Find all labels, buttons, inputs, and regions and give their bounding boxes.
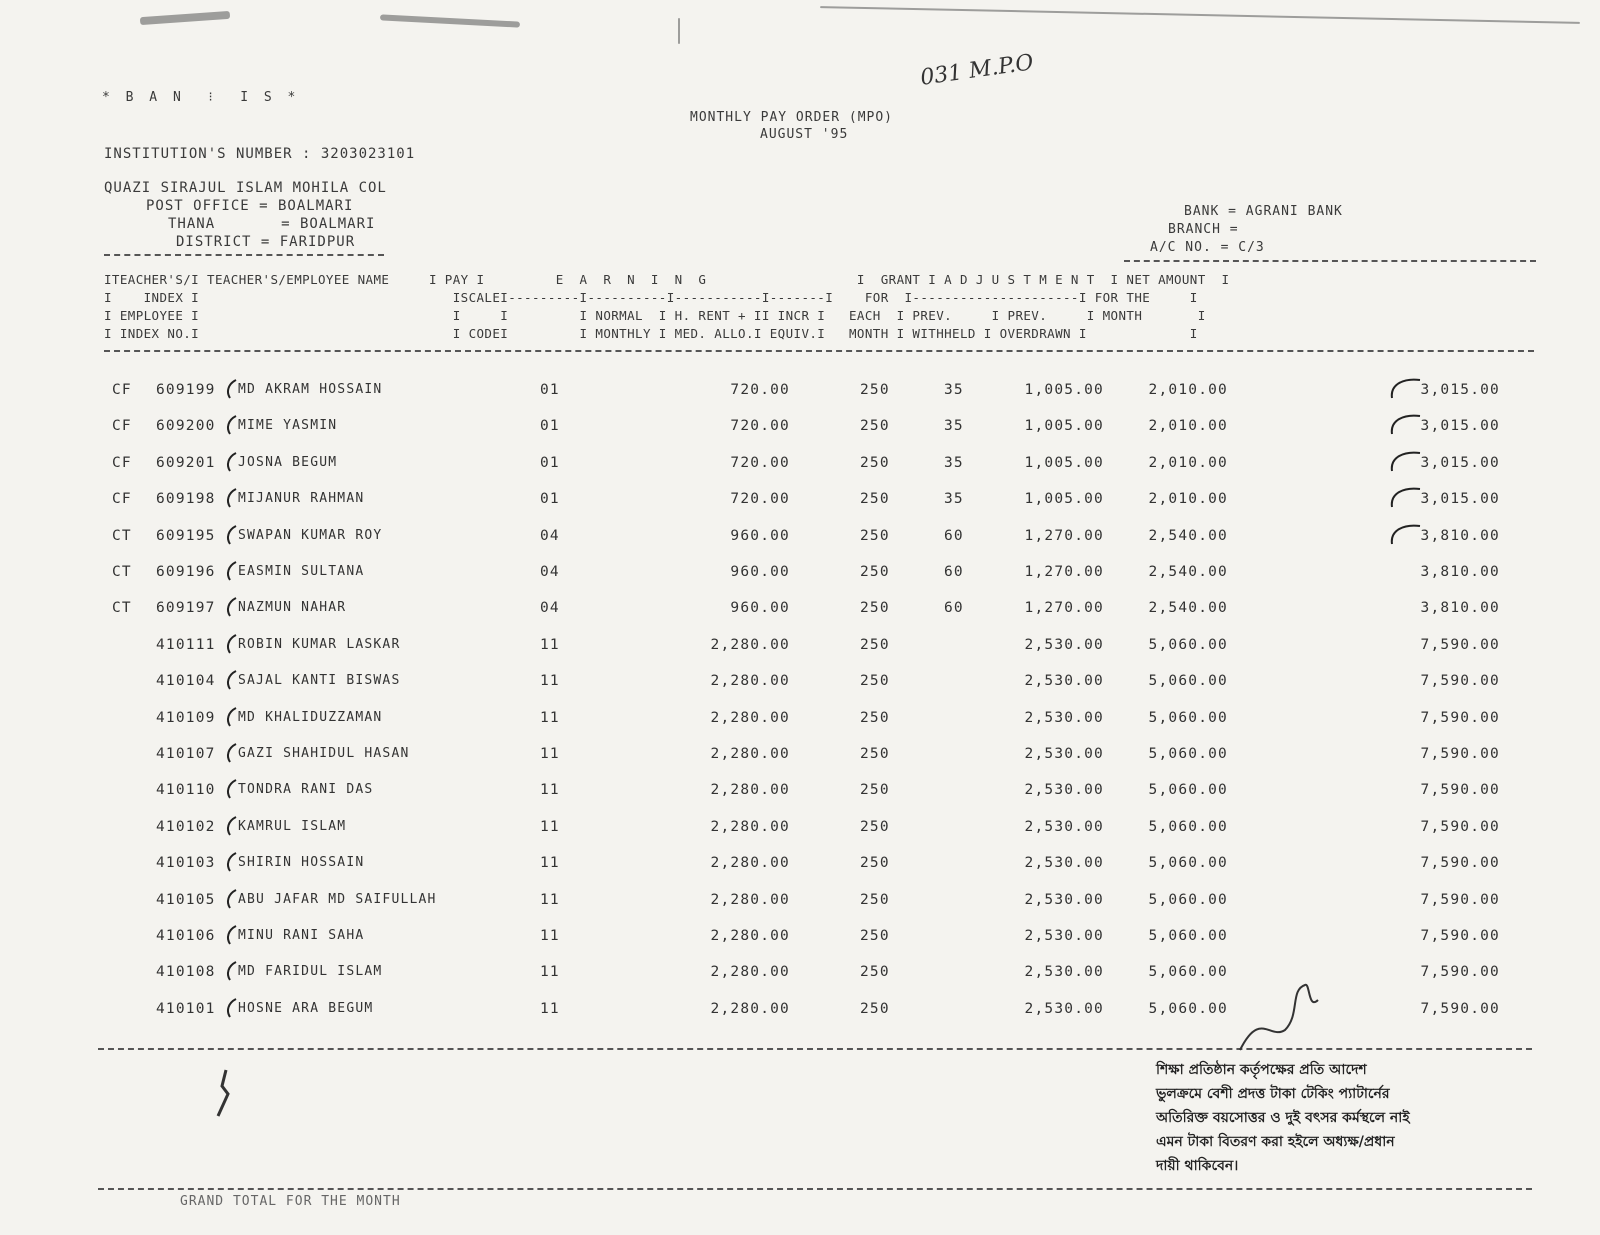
index-cell: 410104	[156, 673, 216, 689]
house-rent-cell: 250	[860, 673, 890, 689]
grant-cell: 2,530.00	[1024, 928, 1104, 944]
column-header-divider	[104, 350, 1534, 352]
index-cell: 609196	[156, 564, 216, 580]
banbeis-label: * B A N ⁝ I S *	[102, 90, 300, 105]
pay-code-cell: 11	[540, 964, 560, 980]
check-mark-icon	[222, 596, 238, 618]
prev-withheld-cell: 5,060.00	[1148, 782, 1228, 798]
net-amount-cell: 7,590.00	[1420, 1001, 1500, 1017]
grant-cell: 1,270.00	[1024, 564, 1104, 580]
normal-monthly-cell: 960.00	[730, 528, 790, 544]
index-cell: 410109	[156, 710, 216, 726]
pay-code-cell: 11	[540, 746, 560, 762]
pay-code-cell: 01	[540, 455, 560, 471]
employee-name-cell: GAZI SHAHIDUL HASAN	[238, 746, 410, 761]
employee-name-cell: SAJAL KANTI BISWAS	[238, 673, 401, 688]
prev-withheld-cell: 2,010.00	[1148, 491, 1228, 507]
pay-code-cell: 11	[540, 1001, 560, 1017]
house-rent-cell: 250	[860, 455, 890, 471]
district: DISTRICT = FARIDPUR	[176, 234, 356, 250]
house-rent-cell: 250	[860, 892, 890, 908]
pay-code-cell: 01	[540, 418, 560, 434]
pay-code-cell: 11	[540, 637, 560, 653]
net-amount-cell: 7,590.00	[1420, 892, 1500, 908]
house-rent-cell: 250	[860, 710, 890, 726]
normal-monthly-cell: 2,280.00	[710, 892, 790, 908]
bank-name: BANK = AGRANI BANK	[1184, 204, 1343, 219]
normal-monthly-cell: 720.00	[730, 455, 790, 471]
check-mark-icon	[222, 487, 238, 509]
employee-name-cell: MD FARIDUL ISLAM	[238, 964, 383, 979]
check-mark-icon	[222, 960, 238, 982]
grand-total-label: GRAND TOTAL FOR THE MONTH	[180, 1194, 401, 1209]
grant-cell: 2,530.00	[1024, 855, 1104, 871]
prev-withheld-cell: 5,060.00	[1148, 855, 1228, 871]
prev-withheld-cell: 5,060.00	[1148, 964, 1228, 980]
employee-name-cell: SWAPAN KUMAR ROY	[238, 528, 383, 543]
house-rent-cell: 250	[860, 637, 890, 653]
employee-name-cell: MD AKRAM HOSSAIN	[238, 382, 383, 397]
grant-cell: 2,530.00	[1024, 746, 1104, 762]
pay-code-cell: 11	[540, 855, 560, 871]
category-cell: CF	[112, 455, 132, 471]
house-rent-cell: 250	[860, 964, 890, 980]
net-amount-cell: 7,590.00	[1420, 819, 1500, 835]
grant-cell: 1,270.00	[1024, 600, 1104, 616]
normal-monthly-cell: 720.00	[730, 382, 790, 398]
pay-code-cell: 04	[540, 564, 560, 580]
grant-cell: 1,270.00	[1024, 528, 1104, 544]
employee-name-cell: HOSNE ARA BEGUM	[238, 1001, 374, 1016]
bangla-instruction: শিক্ষা প্রতিষ্ঠান কর্তৃপক্ষের প্রতি আদেশ ভুলক্রমে বেশী প্রদত্ত টাকা টেকিং প্যাটার্নের অতিরিক্ত বয়সোত্তর ও দুই বৎসর কর্মস্থলে নাই এমন টাকা বিতরণ করা হইলে অধ্যক্ষ/প্রধান দায়ী থাকিবেন।	[1156, 1062, 1410, 1174]
scan-smudge	[380, 14, 520, 27]
scan-smudge	[140, 11, 230, 25]
category-cell: CF	[112, 491, 132, 507]
grant-cell: 2,530.00	[1024, 1001, 1104, 1017]
employee-name-cell: ROBIN KUMAR LASKAR	[238, 637, 401, 652]
prev-withheld-cell: 2,540.00	[1148, 564, 1228, 580]
house-rent-cell: 250	[860, 855, 890, 871]
employee-name-cell: JOSNA BEGUM	[238, 455, 338, 470]
scan-line	[820, 6, 1580, 24]
grant-cell: 2,530.00	[1024, 819, 1104, 835]
index-cell: 410108	[156, 964, 216, 980]
column-header-line-4: I INDEX NO.I I CODEI I MONTHLY I MED. ALLO.I EQUIV.I MONTH I WITHHELD I OVERDRAWN I I	[104, 326, 1198, 341]
increment-cell: 35	[944, 455, 964, 471]
normal-monthly-cell: 2,280.00	[710, 746, 790, 762]
increment-cell: 60	[944, 528, 964, 544]
check-mark-icon	[222, 451, 238, 473]
prev-withheld-cell: 5,060.00	[1148, 673, 1228, 689]
employee-name-cell: SHIRIN HOSSAIN	[238, 855, 365, 870]
net-amount-cell: 7,590.00	[1420, 746, 1500, 762]
prev-withheld-cell: 2,540.00	[1148, 600, 1228, 616]
grant-cell: 2,530.00	[1024, 892, 1104, 908]
pay-code-cell: 11	[540, 710, 560, 726]
net-amount-cell: 3,810.00	[1420, 600, 1500, 616]
pay-code-cell: 11	[540, 928, 560, 944]
normal-monthly-cell: 960.00	[730, 564, 790, 580]
pay-code-cell: 11	[540, 782, 560, 798]
employee-name-cell: TONDRA RANI DAS	[238, 782, 374, 797]
grant-cell: 2,530.00	[1024, 673, 1104, 689]
check-mark-icon	[222, 669, 238, 691]
prev-withheld-cell: 5,060.00	[1148, 819, 1228, 835]
footer-divider-2	[98, 1188, 1532, 1190]
normal-monthly-cell: 720.00	[730, 418, 790, 434]
ink-mark	[208, 1066, 238, 1126]
employee-name-cell: MINU RANI SAHA	[238, 928, 365, 943]
grant-cell: 1,005.00	[1024, 418, 1104, 434]
check-mark-icon	[222, 851, 238, 873]
prev-withheld-cell: 5,060.00	[1148, 710, 1228, 726]
prev-withheld-cell: 5,060.00	[1148, 1001, 1228, 1017]
house-rent-cell: 250	[860, 418, 890, 434]
category-cell: CT	[112, 528, 132, 544]
prev-withheld-cell: 2,540.00	[1148, 528, 1228, 544]
grant-cell: 1,005.00	[1024, 382, 1104, 398]
pay-code-cell: 04	[540, 600, 560, 616]
document-month: AUGUST '95	[760, 127, 849, 142]
index-cell: 410105	[156, 892, 216, 908]
category-cell: CF	[112, 418, 132, 434]
net-amount-cell: 7,590.00	[1420, 710, 1500, 726]
prev-withheld-cell: 2,010.00	[1148, 382, 1228, 398]
handwritten-note: 031 M.P.O	[918, 50, 1036, 91]
signature	[1230, 970, 1340, 1060]
pay-code-cell: 11	[540, 819, 560, 835]
check-mark-icon	[222, 997, 238, 1019]
normal-monthly-cell: 960.00	[730, 600, 790, 616]
increment-cell: 60	[944, 600, 964, 616]
normal-monthly-cell: 2,280.00	[710, 819, 790, 835]
index-cell: 410106	[156, 928, 216, 944]
house-rent-cell: 250	[860, 819, 890, 835]
index-cell: 410102	[156, 819, 216, 835]
normal-monthly-cell: 2,280.00	[710, 673, 790, 689]
employee-name-cell: ABU JAFAR MD SAIFULLAH	[238, 892, 437, 907]
header-divider	[104, 254, 384, 256]
institution-number: INSTITUTION'S NUMBER : 3203023101	[104, 146, 416, 162]
index-cell: 410107	[156, 746, 216, 762]
net-amount-cell: 3,810.00	[1420, 564, 1500, 580]
employee-name-cell: MD KHALIDUZZAMAN	[238, 710, 383, 725]
normal-monthly-cell: 2,280.00	[710, 710, 790, 726]
pay-code-cell: 01	[540, 491, 560, 507]
check-mark-icon	[222, 378, 238, 400]
net-amount-cell: 7,590.00	[1420, 928, 1500, 944]
grant-cell: 1,005.00	[1024, 491, 1104, 507]
prev-withheld-cell: 5,060.00	[1148, 928, 1228, 944]
index-cell: 410103	[156, 855, 216, 871]
bank-branch: BRANCH =	[1168, 222, 1239, 237]
increment-cell: 35	[944, 418, 964, 434]
net-amount-cell: 3,810.00	[1420, 528, 1500, 544]
index-cell: 609198	[156, 491, 216, 507]
pay-code-cell: 01	[540, 382, 560, 398]
house-rent-cell: 250	[860, 928, 890, 944]
scan-mark	[678, 18, 680, 44]
net-amount-cell: 7,590.00	[1420, 782, 1500, 798]
check-mark-icon	[222, 414, 238, 436]
index-cell: 609195	[156, 528, 216, 544]
check-mark-icon	[222, 924, 238, 946]
column-header-line-1: ITEACHER'S/I TEACHER'S/EMPLOYEE NAME I PAY I E A R N I N G I GRANT I A D J U S T M E N T I NET AMOUNT I	[104, 272, 1230, 287]
normal-monthly-cell: 2,280.00	[710, 964, 790, 980]
normal-monthly-cell: 2,280.00	[710, 855, 790, 871]
increment-cell: 60	[944, 564, 964, 580]
net-amount-cell: 3,015.00	[1420, 418, 1500, 434]
normal-monthly-cell: 2,280.00	[710, 1001, 790, 1017]
increment-cell: 35	[944, 382, 964, 398]
index-cell: 609197	[156, 600, 216, 616]
prev-withheld-cell: 5,060.00	[1148, 892, 1228, 908]
net-amount-cell: 7,590.00	[1420, 964, 1500, 980]
check-mark-icon	[222, 742, 238, 764]
circle-mark-icon	[1384, 522, 1424, 548]
net-amount-cell: 3,015.00	[1420, 455, 1500, 471]
net-amount-cell: 3,015.00	[1420, 491, 1500, 507]
circle-mark-icon	[1384, 485, 1424, 511]
check-mark-icon	[222, 888, 238, 910]
grant-cell: 2,530.00	[1024, 637, 1104, 653]
index-cell: 609199	[156, 382, 216, 398]
prev-withheld-cell: 5,060.00	[1148, 637, 1228, 653]
house-rent-cell: 250	[860, 1001, 890, 1017]
bank-account: A/C NO. = C/3	[1150, 240, 1265, 255]
grant-cell: 2,530.00	[1024, 782, 1104, 798]
prev-withheld-cell: 2,010.00	[1148, 455, 1228, 471]
house-rent-cell: 250	[860, 746, 890, 762]
header-divider	[1124, 260, 1536, 262]
grant-cell: 2,530.00	[1024, 710, 1104, 726]
net-amount-cell: 3,015.00	[1420, 382, 1500, 398]
net-amount-cell: 7,590.00	[1420, 855, 1500, 871]
check-mark-icon	[222, 815, 238, 837]
prev-withheld-cell: 2,010.00	[1148, 418, 1228, 434]
house-rent-cell: 250	[860, 382, 890, 398]
pay-code-cell: 11	[540, 673, 560, 689]
net-amount-cell: 7,590.00	[1420, 673, 1500, 689]
check-mark-icon	[222, 560, 238, 582]
circle-mark-icon	[1384, 449, 1424, 475]
check-mark-icon	[222, 524, 238, 546]
house-rent-cell: 250	[860, 600, 890, 616]
column-header-line-3: I EMPLOYEE I I I I NORMAL I H. RENT + II INCR I EACH I PREV. I PREV. I MONTH I	[104, 308, 1206, 323]
thana: THANA = BOALMARI	[168, 216, 376, 232]
institution-name: QUAZI SIRAJUL ISLAM MOHILA COL	[104, 180, 387, 196]
grant-cell: 1,005.00	[1024, 455, 1104, 471]
document-title: MONTHLY PAY ORDER (MPO)	[690, 110, 894, 125]
category-cell: CT	[112, 600, 132, 616]
employee-name-cell: EASMIN SULTANA	[238, 564, 365, 579]
column-header-line-2: I INDEX I ISCALEI---------I----------I-----------I-------I FOR I---------------------I FOR THE I	[104, 290, 1198, 305]
category-cell: CF	[112, 382, 132, 398]
category-cell: CT	[112, 564, 132, 580]
normal-monthly-cell: 2,280.00	[710, 637, 790, 653]
net-amount-cell: 7,590.00	[1420, 637, 1500, 653]
index-cell: 609201	[156, 455, 216, 471]
index-cell: 410110	[156, 782, 216, 798]
normal-monthly-cell: 2,280.00	[710, 782, 790, 798]
check-mark-icon	[222, 778, 238, 800]
index-cell: 410101	[156, 1001, 216, 1017]
employee-name-cell: MIJANUR RAHMAN	[238, 491, 365, 506]
employee-name-cell: NAZMUN NAHAR	[238, 600, 347, 615]
prev-withheld-cell: 5,060.00	[1148, 746, 1228, 762]
house-rent-cell: 250	[860, 564, 890, 580]
house-rent-cell: 250	[860, 782, 890, 798]
employee-name-cell: MIME YASMIN	[238, 418, 338, 433]
index-cell: 410111	[156, 637, 216, 653]
check-mark-icon	[222, 706, 238, 728]
house-rent-cell: 250	[860, 528, 890, 544]
house-rent-cell: 250	[860, 491, 890, 507]
employee-name-cell: KAMRUL ISLAM	[238, 819, 347, 834]
increment-cell: 35	[944, 491, 964, 507]
index-cell: 609200	[156, 418, 216, 434]
normal-monthly-cell: 720.00	[730, 491, 790, 507]
check-mark-icon	[222, 633, 238, 655]
circle-mark-icon	[1384, 412, 1424, 438]
normal-monthly-cell: 2,280.00	[710, 928, 790, 944]
grant-cell: 2,530.00	[1024, 964, 1104, 980]
post-office: POST OFFICE = BOALMARI	[146, 198, 354, 214]
pay-code-cell: 11	[540, 892, 560, 908]
pay-code-cell: 04	[540, 528, 560, 544]
circle-mark-icon	[1384, 376, 1424, 402]
